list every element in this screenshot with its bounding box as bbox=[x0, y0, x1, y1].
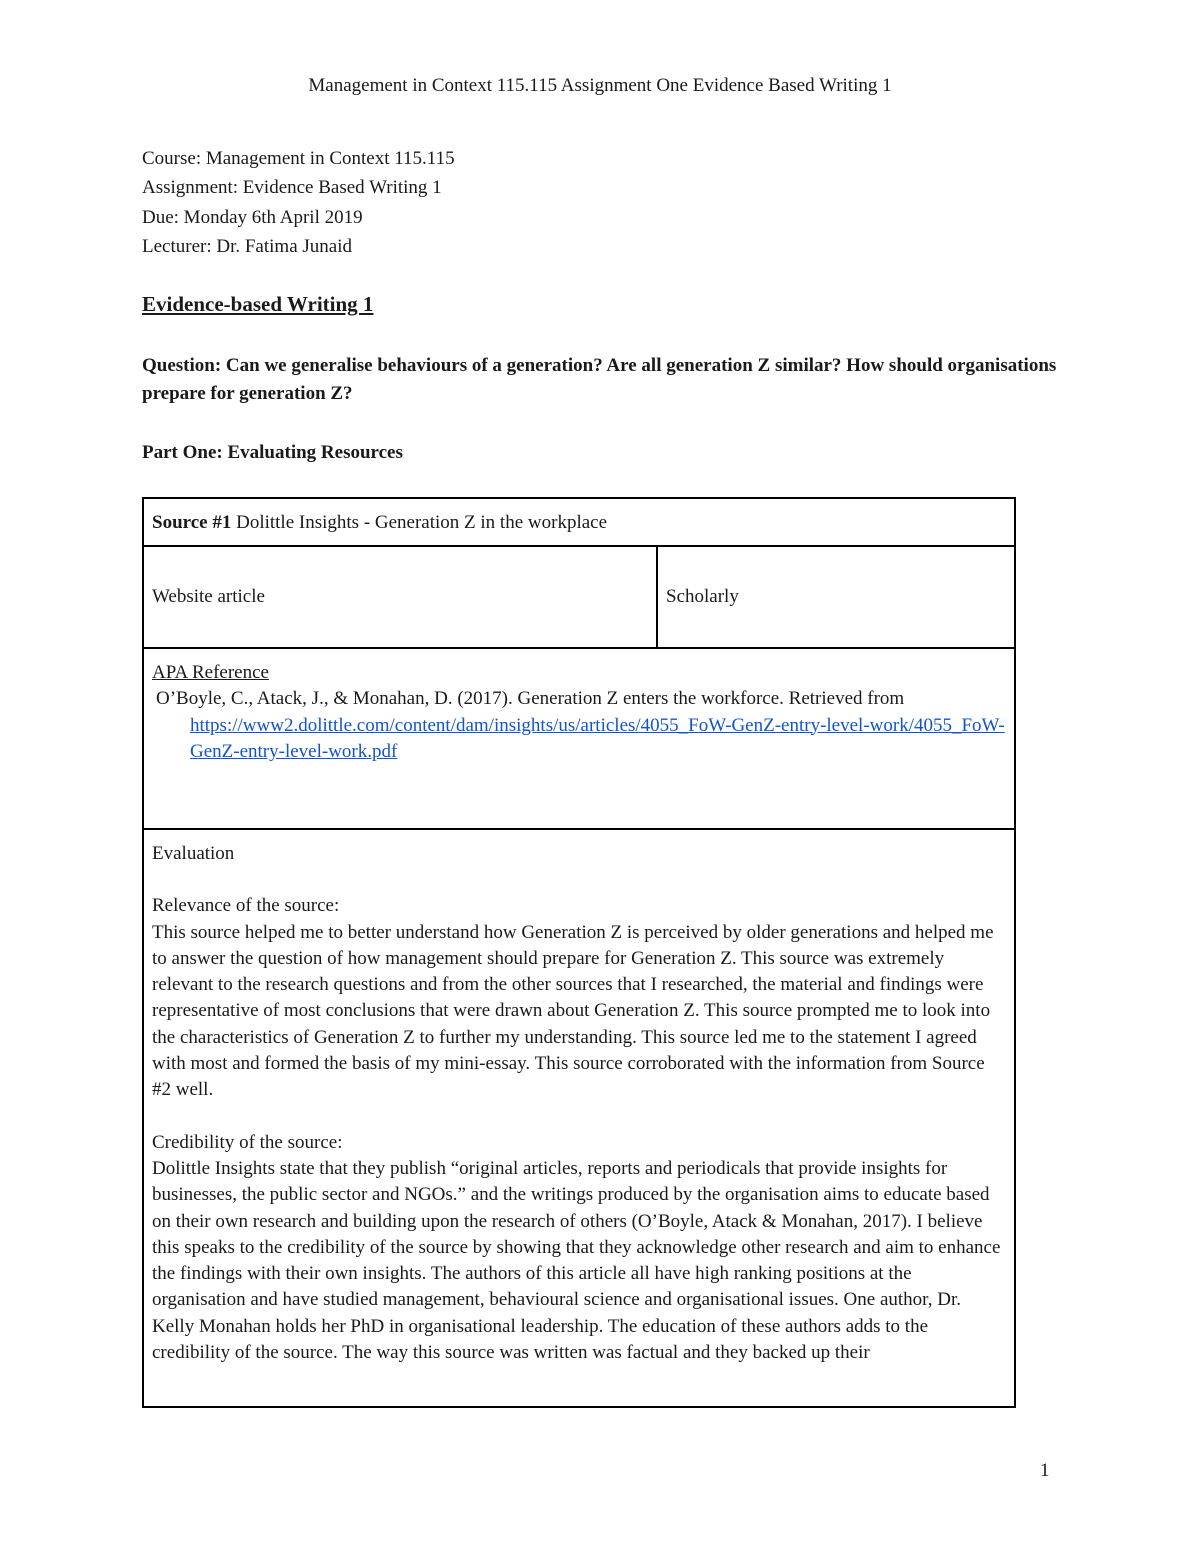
document-title: Evidence-based Writing 1 bbox=[142, 292, 374, 316]
credibility-heading: Credibility of the source: bbox=[152, 1131, 343, 1153]
reference-heading: APA Reference bbox=[152, 662, 269, 683]
relevance-heading: Relevance of the source: bbox=[152, 895, 340, 917]
lecturer-line: Lecturer: Dr. Fatima Junaid bbox=[142, 235, 352, 257]
source-title-cell bbox=[143, 498, 1015, 546]
reference-text bbox=[152, 686, 1006, 765]
research-question: Question: Can we generalise behaviours of a generation? Are all generation Z similar? How should organisations prepare for generation Z? bbox=[142, 355, 1057, 404]
evaluation-cell bbox=[143, 829, 1015, 1407]
evaluation-heading: Evaluation bbox=[152, 843, 235, 864]
source-table bbox=[142, 497, 1016, 1408]
due-line: Due: Monday 6th April 2019 bbox=[142, 206, 363, 228]
credibility-text: Dolittle Insights state that they publish “original articles, reports and periodicals that provide insights for businesses, the public sector and NGOs.” and the writings produced by the organisation aims to educate based on their own research and building upon the research of others (O’Boyle, Atack & Monahan, 2017). I believe this speaks to the credibility of the source by showing that they acknowledge other research and aim to enhance the findings with their own insights. The authors of this article all have high ranking positions at the organisation and have studied management, behavioural science and organisational issues. One author, Dr. Kelly Monahan holds her PhD in organisational leadership. The education of these authors adds to the credibility of the source. The way this source was written was factual and they backed up their bbox=[152, 1157, 1001, 1364]
assignment-line: Assignment: Evidence Based Writing 1 bbox=[142, 177, 442, 199]
page-number: 1 bbox=[1040, 1460, 1050, 1481]
relevance-text: This source helped me to better understand how Generation Z is perceived by older generations and helped me to answer the question of how management should prepare for Generation Z. This source was extremely relevant to the research questions and from the other sources that I researched, the material and findings were representative of most conclusions that were drawn about Generation Z. This source prompted me to look into the characteristics of Generation Z to further my understanding. This source led me to the statement I agreed with most and formed the basis of my mini-essay. This source corroborated with the information from Source #2 well. bbox=[152, 921, 994, 1101]
assignment-meta bbox=[142, 144, 455, 261]
apa-reference-cell bbox=[143, 648, 1015, 829]
source-classification-cell: Scholarly bbox=[657, 546, 1015, 648]
reference-link[interactable]: https://www2.dolittle.com/content/dam/insights/us/articles/4055_FoW-GenZ-entry-level-work/4055_FoW-GenZ-entry-level-work.pdf bbox=[190, 714, 1005, 762]
source-type-cell: Website article bbox=[143, 546, 657, 648]
reference-citation: O’Boyle, C., Atack, J., & Monahan, D. (2017). Generation Z enters the workforce. Retrieved from bbox=[156, 688, 905, 710]
page-header: Management in Context 115.115 Assignment One Evidence Based Writing 1 bbox=[308, 75, 892, 96]
source-name: Dolittle Insights - Generation Z in the workplace bbox=[231, 512, 608, 533]
part-title: Part One: Evaluating Resources bbox=[142, 442, 403, 463]
course-line: Course: Management in Context 115.115 bbox=[142, 148, 455, 169]
source-label: Source #1 bbox=[152, 512, 232, 533]
